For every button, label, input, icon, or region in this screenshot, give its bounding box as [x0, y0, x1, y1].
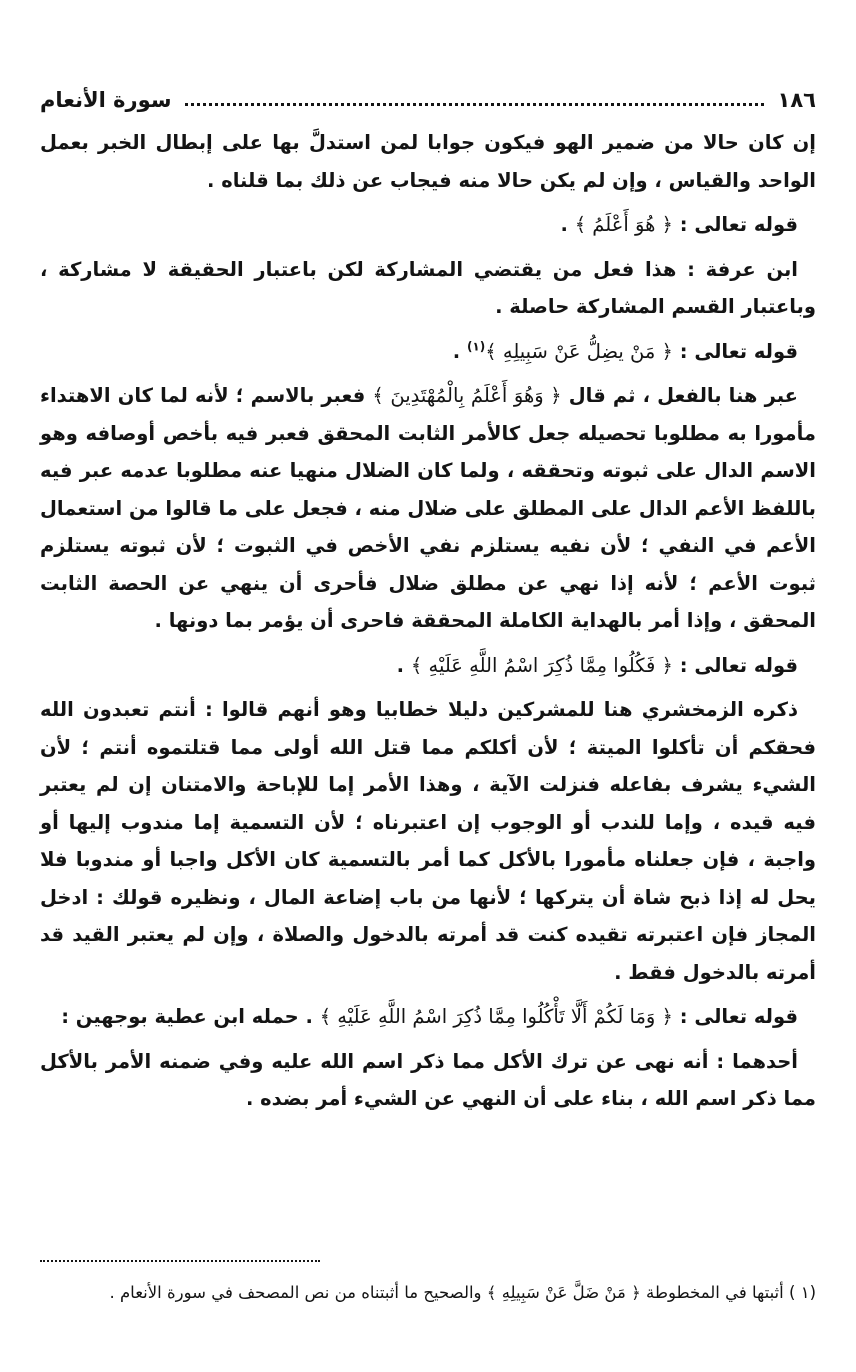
running-title: سورة الأنعام	[40, 88, 172, 112]
quran-verse: ﴿ هُوَ أَعْلَمُ ﴾	[574, 213, 673, 236]
verse-end: .	[396, 653, 405, 677]
verse-heading-3	[40, 647, 816, 685]
footnote-separator	[40, 1260, 320, 1262]
paragraph-3	[40, 377, 816, 640]
paragraph-5: أحدهما : أنه نهى عن ترك الأكل مما ذكر اسم الله عليه وفي ضمنه الأمر بالأكل مما ذكر اسم الله ، بناء على أن النهي عن الشيء أمر بضده .	[40, 1049, 816, 1110]
verse-end: .	[560, 213, 568, 236]
footnote	[40, 1280, 816, 1306]
verse-heading-4	[40, 998, 816, 1036]
quran-verse: ﴿ مَنْ ضَلَّ عَنْ سَبِيلِهِ ﴾	[486, 1283, 641, 1302]
paragraph-ibn-arafa: ابن عرفة : هذا فعل من يقتضي المشاركة لكن باعتبار الحقيقة لا مشاركة ، وباعتبار القسم المشاركة حاصلة .	[40, 257, 816, 318]
quran-verse: ﴿ مَنْ يضِلُّ عَنْ سَبِيلِهِ ﴾	[485, 339, 673, 363]
verse-heading-1	[40, 206, 816, 244]
header-dotted-rule	[185, 103, 763, 106]
paragraph-1: إن كان حالا من ضمير الهو فيكون جوابا لمن استدلَّ بها على إبطال الخبر بعمل الواحد والقياس ، وإن لم يكن حالا منه فيجاب عن ذلك بما قلناه .	[40, 131, 816, 192]
quran-verse: ﴿ وَهُوَ أَعْلَمُ بِالْمُهْتَدِينَ ﴾	[372, 384, 562, 407]
paragraph-text: . حمله ابن عطية بوجهين :	[61, 1005, 313, 1028]
paragraph-text: عبر هنا بالفعل ، ثم قال	[568, 384, 798, 407]
footnote-text: أثبتها في المخطوطة	[646, 1283, 784, 1302]
verse-intro: قوله تعالى :	[679, 339, 798, 363]
verse-heading-2	[40, 333, 816, 371]
page-number: ١٨٦	[777, 88, 816, 112]
verse-end: .	[452, 339, 461, 363]
footnote-text: والصحيح ما أثبتناه من نص المصحف في سورة الأنعام .	[109, 1283, 482, 1302]
paragraph-text: فعبر بالاسم ؛ لأنه لما كان الاهتداء مأمورا به مطلوبا تحصيله جعل كالأمر الثابت المحقق فعبر فيه بأخص أوصافه وهو الاسم الدال على ثبوته وتحققه ، ولما كان الضلال منهيا عنه مطلوبا عدمه عبر فيه باللفظ الأعم الدال على المطلق على ضلال منه ، فجعل على ما قالوا من استعمال الأعم في النفي ؛ لأن نفيه يستلزم نفي الأخص في الثبوت ؛ لأن ثبوته يستلزم ثبوت الأعم ؛ لأنه إذا نهي عن مطلق ضلال فأحرى أن ينهي عن الحصة الثابت المحقق ، وإذا أمر بالهداية الكاملة المحققة فاحرى أن يؤمر بما دونها .	[40, 384, 816, 632]
verse-intro: قوله تعالى :	[679, 653, 798, 677]
paragraph-zamakhshari: ذكره الزمخشري هنا للمشركين دليلا خطابيا وهو أنهم قالوا : أنتم تعبدون الله فحقكم أن تأكلوا الميتة ؛ لأن أكلكم مما قتل الله أولى مما قتلتموه أنتم ؛ لأن الشيء يشرف بفاعله فنزلت الآية ، وهذا الأمر إما للإباحة والامتنان إن لم يعتبر فيه قيده ، وإما للندب أو الوجوب إن اعتبرناه ؛ لأن التسمية إما مندوب إليها أو واجبة ، فإن جعلناه مأمورا بالأكل كما أمر بالتسمية كان الأكل واجبا أو مندوبا فلا يحل له إذا ذبح شاة أن يتركها ؛ لأنها من باب إضاعة المال ، ونظيره قولك : ادخل المجاز فإن اعتبرته تقيده كنت قد أمرته بالدخول والصلاة ، وإن لم يعتبر القيد قد أمرته بالدخول فقط .	[40, 698, 816, 984]
footnote-marker: (١)	[466, 339, 486, 353]
quran-verse: ﴿ وَمَا لَكُمْ أَلَّا تَأْكُلُوا مِمَّا ذُكِرَ اسْمُ اللَّهِ عَلَيْهِ ﴾	[319, 1005, 673, 1028]
main-text	[40, 124, 816, 1118]
verse-intro: قوله تعالى :	[679, 1005, 798, 1028]
page-header	[40, 80, 816, 120]
verse-intro: قوله تعالى :	[679, 213, 798, 236]
quran-verse: ﴿ فَكُلُوا مِمَّا ذُكِرَ اسْمُ اللَّهِ عَلَيْهِ ﴾	[410, 653, 673, 677]
footnote-number: (١ )	[789, 1283, 816, 1302]
